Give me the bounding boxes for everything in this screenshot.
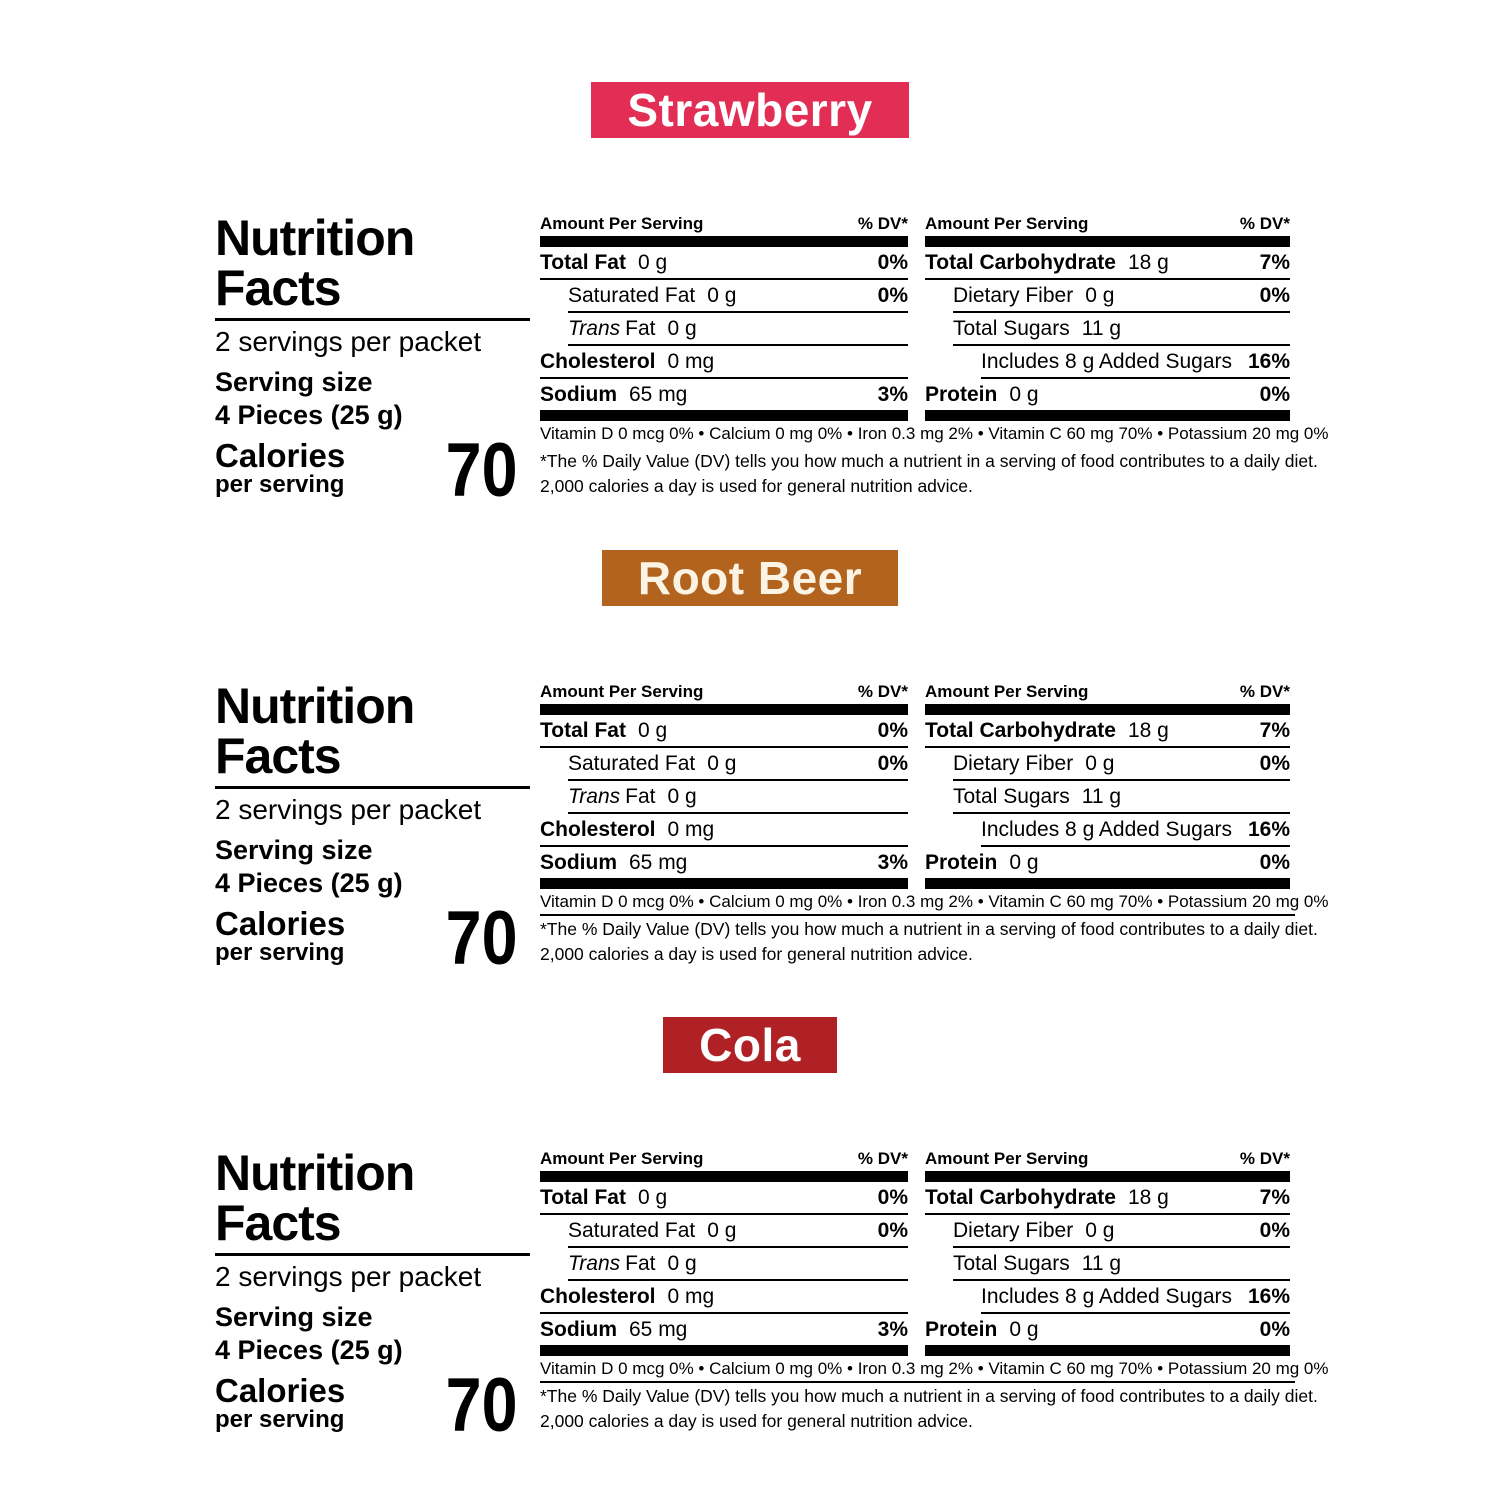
nutrient-value: 0 g [637,1185,668,1209]
nutrient-row [925,313,1290,344]
nutrient-dv: 0% [1259,850,1290,874]
nutrient-dv: 0% [877,718,908,742]
nutrient-label-italic: Trans [568,1251,621,1275]
nutrient-row [540,379,908,410]
nutrient-value: 0 g [1009,1317,1039,1341]
nutrient-column-fat [540,1148,908,1356]
dv-header: % DV* [857,682,908,701]
nutrient-value: 18 g [1127,1185,1169,1209]
nutrient-row [925,1314,1290,1345]
nutrient-label: Total Fat [540,1185,626,1209]
calories-label: Calories [215,1372,346,1409]
nutrient-label: Total Sugars [953,316,1070,340]
calories-value: 70 [446,896,518,981]
nutrient-row [925,781,1290,812]
thick-divider [540,878,908,889]
calories-sublabel: per serving [215,939,345,966]
footnote-line-2: 2,000 calories a day is used for general nutrition advice. [540,944,973,964]
nutrient-dv: 7% [1259,250,1290,274]
nutrient-column-carb [925,681,1290,889]
thick-divider [540,410,908,421]
amount-per-serving-header: Amount Per Serving [540,1149,704,1168]
thick-divider [925,1345,1290,1356]
column-header [540,1148,908,1169]
servings-per-packet: 2 servings per packet [215,326,482,357]
thick-divider [540,236,908,247]
nutrient-row [925,847,1290,878]
footnote [540,1384,1318,1434]
calories-labels [215,907,345,965]
nutrient-value: 0 mg [667,349,715,373]
thick-divider [925,236,1290,247]
nutrient-label: Total Fat [540,250,626,274]
calories-labels [215,1374,345,1432]
nutrient-label: Cholesterol [540,349,656,373]
dv-header: % DV* [857,214,908,233]
title-line-1: Nutrition [215,1145,415,1201]
nutrition-facts-block [215,210,530,513]
nutrient-label: Sodium [540,1317,617,1341]
nutrient-row [540,1182,908,1213]
vitamin-line: Vitamin D 0 mcg 0% • Calcium 0 mg 0% • Iron 0.3 mg 2% • Vitamin C 60 mg 70% • Potassium 20 mg 0% [540,892,1329,911]
nutrition-facts-block [215,1145,530,1448]
nutrient-dv: 0% [1259,751,1290,775]
nutrient-dv: 7% [1259,718,1290,742]
nutrient-value: 11 g [1081,316,1122,340]
column-header [925,1148,1290,1169]
nutrient-label: Total Sugars [953,1251,1070,1275]
nutrient-value: 0 g [637,250,668,274]
nutrient-row [540,1314,908,1345]
amount-per-serving-header: Amount Per Serving [925,682,1089,701]
calories-row [215,896,530,981]
nutrient-label: Dietary Fiber [953,1218,1074,1242]
title-line-1: Nutrition [215,210,415,266]
nutrient-dv: 0% [877,1218,908,1242]
dv-header: % DV* [1239,1149,1290,1168]
nutrient-row [540,280,908,311]
vitamin-divider [540,1381,1295,1383]
nutrient-row [540,814,908,845]
nutrient-dv: 0% [877,1185,908,1209]
thick-divider [540,1345,908,1356]
footnote [540,917,1318,967]
calories-row [215,1363,530,1448]
nutrient-row [925,346,1290,377]
nutrient-label: Sodium [540,850,617,874]
nutrient-label: Protein [925,850,998,874]
nutrient-column-fat [540,213,908,421]
nutrient-row [540,847,908,878]
nutrient-value: 0 g [707,1218,737,1242]
title-line-2: Facts [215,260,341,316]
nutrient-value: 11 g [1081,1251,1122,1275]
nutrition-facts-title [215,1145,530,1251]
nutrient-row [540,781,908,812]
nutrient-dv: 16% [1247,349,1290,373]
nutrient-label: Dietary Fiber [953,283,1074,307]
nutrient-label: Total Carbohydrate [925,718,1116,742]
nutrient-column-fat [540,681,908,889]
vitamin-line: Vitamin D 0 mcg 0% • Calcium 0 mg 0% • Iron 0.3 mg 2% • Vitamin C 60 mg 70% • Potassium 20 mg 0% [540,1359,1329,1378]
nutrient-label: Protein [925,382,998,406]
nutrient-value: 0 g [707,283,737,307]
nutrient-dv: 3% [877,382,908,406]
nutrient-label: Cholesterol [540,1284,656,1308]
nutrient-row [925,715,1290,746]
nutrition-facts-block [215,678,530,981]
thick-divider [925,878,1290,889]
nutrient-value: 0 g [1009,382,1039,406]
nutrient-row [925,1215,1290,1246]
nutrient-value: 0 mg [667,817,715,841]
nutrient-value: 0 g [1085,751,1115,775]
nutrient-label: Fat [625,784,656,808]
calories-value: 70 [446,428,518,513]
nutrient-value: 0 g [637,718,668,742]
nutrient-label: Fat [625,316,656,340]
nutrient-row [925,280,1290,311]
nutrient-row [540,1281,908,1312]
nutrient-label: Saturated Fat [568,751,696,775]
nutrient-row [540,748,908,779]
title-line-2: Facts [215,1195,341,1251]
nutrient-value: 0 mg [667,1284,715,1308]
vitamin-divider [540,914,1295,916]
flavor-name: Cola [699,1019,801,1071]
column-header [925,213,1290,234]
calories-label: Calories [215,437,346,474]
calories-sublabel: per serving [215,1406,345,1433]
servings-per-packet: 2 servings per packet [215,794,482,825]
footnote-line-1: *The % Daily Value (DV) tells you how much a nutrient in a serving of food contributes to a daily diet. [540,919,1318,939]
nutrient-label: Cholesterol [540,817,656,841]
nutrient-label: Saturated Fat [568,283,696,307]
nutrient-value: 0 g [707,751,737,775]
calories-value: 70 [446,1363,518,1448]
thick-divider [925,410,1290,421]
nutrient-dv: 0% [877,283,908,307]
title-line-2: Facts [215,728,341,784]
nutrient-row [925,379,1290,410]
amount-per-serving-header: Amount Per Serving [540,214,704,233]
nutrient-value: 18 g [1127,718,1169,742]
flavor-banner [602,550,898,606]
serving-size-value: 4 Pieces (25 g) [215,1335,403,1365]
nutrient-dv: 7% [1259,1185,1290,1209]
nutrient-row [925,1281,1290,1312]
nutrient-column-carb [925,1148,1290,1356]
nutrient-value: 0 g [1085,1218,1115,1242]
flavor-name: Root Beer [637,552,863,604]
nutrient-row [540,313,908,344]
nutrition-facts-title [215,210,530,316]
nutrient-dv: 16% [1247,1284,1290,1308]
nutrient-row [540,1215,908,1246]
thick-divider [540,704,908,715]
amount-per-serving-header: Amount Per Serving [540,682,704,701]
flavor-banner [663,1017,837,1073]
nutrient-dv: 3% [877,850,908,874]
nutrient-label: Protein [925,1317,998,1341]
nutrient-value: 0 g [667,784,697,808]
calories-labels [215,439,345,497]
nutrient-row [540,1248,908,1279]
flavor-panel [0,550,1500,1018]
footnote-line-1: *The % Daily Value (DV) tells you how much a nutrient in a serving of food contributes to a daily diet. [540,1386,1318,1406]
footnote-line-2: 2,000 calories a day is used for general nutrition advice. [540,476,973,496]
footnote-line-1: *The % Daily Value (DV) tells you how much a nutrient in a serving of food contributes to a daily diet. [540,451,1318,471]
dv-header: % DV* [1239,214,1290,233]
nutrient-label-italic: Trans [568,784,621,808]
column-header [540,681,908,702]
flavor-panel [0,82,1500,550]
dv-header: % DV* [857,1149,908,1168]
nutrient-column-carb [925,213,1290,421]
banner-row [0,82,1500,138]
nutrient-row [925,1182,1290,1213]
column-header [540,213,908,234]
serving-size-label: Serving size [215,367,373,397]
nutrient-label: Dietary Fiber [953,751,1074,775]
nutrient-dv: 0% [877,751,908,775]
nutrient-value: 11 g [1081,784,1122,808]
footnote-line-2: 2,000 calories a day is used for general nutrition advice. [540,1411,973,1431]
nutrient-value: 18 g [1127,250,1169,274]
nutrient-label: Fat [625,1251,656,1275]
nutrient-label: Total Fat [540,718,626,742]
title-underline [215,318,530,321]
column-header [925,681,1290,702]
nutrient-value: 65 mg [629,382,688,406]
nutrient-row [925,247,1290,278]
nutrient-label: Saturated Fat [568,1218,696,1242]
thick-divider [925,704,1290,715]
title-underline [215,1253,530,1256]
calories-row [215,428,530,513]
nutrient-value: 65 mg [629,850,688,874]
nutrient-dv: 0% [1259,1317,1290,1341]
nutrient-dv: 16% [1247,817,1290,841]
nutrient-value: 0 g [667,316,697,340]
nutrient-row [925,1248,1290,1279]
nutrient-label: Includes 8 g Added Sugars [981,349,1233,373]
banner-row [0,550,1500,606]
thick-divider [540,1171,908,1182]
nutrient-label: Total Carbohydrate [925,250,1116,274]
amount-per-serving-header: Amount Per Serving [925,1149,1089,1168]
nutrient-label-italic: Trans [568,316,621,340]
nutrient-row [540,346,908,377]
servings-per-packet: 2 servings per packet [215,1261,482,1292]
serving-size-value: 4 Pieces (25 g) [215,400,403,430]
dv-header: % DV* [1239,682,1290,701]
footnote [540,449,1318,499]
serving-size-value: 4 Pieces (25 g) [215,868,403,898]
nutrient-label: Sodium [540,382,617,406]
calories-label: Calories [215,905,346,942]
banner-row [0,1017,1500,1073]
nutrient-label: Total Carbohydrate [925,1185,1116,1209]
nutrient-label: Includes 8 g Added Sugars [981,1284,1233,1308]
nutrition-facts-title [215,678,530,784]
nutrient-value: 0 g [667,1251,697,1275]
vitamin-line: Vitamin D 0 mcg 0% • Calcium 0 mg 0% • Iron 0.3 mg 2% • Vitamin C 60 mg 70% • Potassium 20 mg 0% [540,424,1329,443]
nutrient-value: 65 mg [629,1317,688,1341]
nutrient-dv: 0% [1259,283,1290,307]
nutrient-label: Includes 8 g Added Sugars [981,817,1233,841]
nutrient-row [540,715,908,746]
nutrient-value: 0 g [1085,283,1115,307]
nutrient-dv: 0% [1259,1218,1290,1242]
nutrient-dv: 0% [877,250,908,274]
flavor-panel [0,1017,1500,1485]
nutrient-label: Total Sugars [953,784,1070,808]
serving-size-label: Serving size [215,1302,373,1332]
flavor-banner [591,82,908,138]
nutrient-row [540,247,908,278]
nutrient-row [925,814,1290,845]
thick-divider [925,1171,1290,1182]
calories-sublabel: per serving [215,471,345,498]
nutrient-dv: 0% [1259,382,1290,406]
nutrient-dv: 3% [877,1317,908,1341]
nutrient-value: 0 g [1009,850,1039,874]
title-line-1: Nutrition [215,678,415,734]
nutrient-row [925,748,1290,779]
flavor-name: Strawberry [627,84,873,136]
amount-per-serving-header: Amount Per Serving [925,214,1089,233]
serving-size-label: Serving size [215,835,373,865]
title-underline [215,786,530,789]
